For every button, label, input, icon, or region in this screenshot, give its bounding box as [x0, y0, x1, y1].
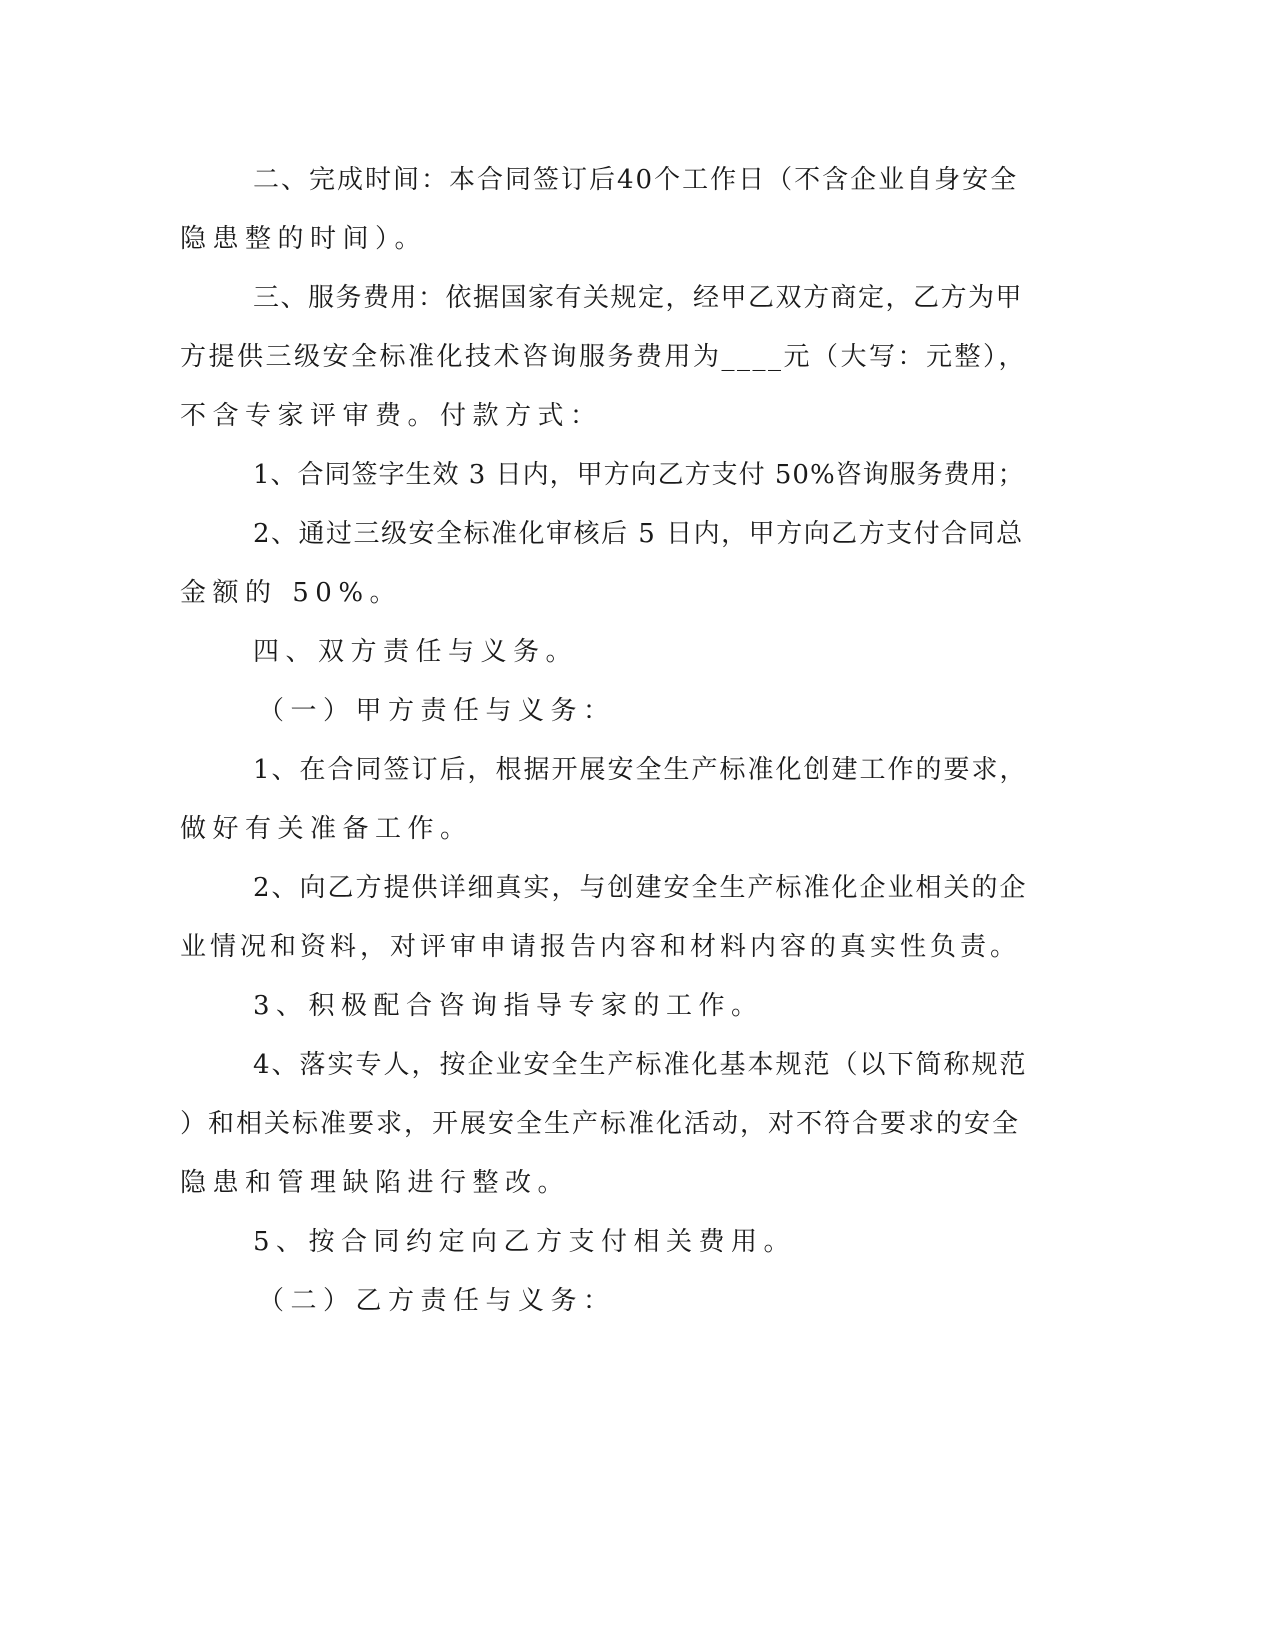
text-line: 4、落实专人，按企业安全生产标准化基本规范（以下简称规范	[253, 1050, 1028, 1080]
text-line: ）和相关标准要求，开展安全生产标准化活动，对不符合要求的安全	[180, 1109, 1021, 1139]
text-line: 隐患和管理缺陷进行整改。	[180, 1168, 571, 1198]
text-line: 二、完成时间：本合同签订后40个工作日（不含企业自身安全	[253, 165, 1019, 195]
text-line: 三、服务费用：依据国家有关规定，经甲乙双方商定，乙方为甲	[253, 283, 1024, 313]
text-line: 5、按合同约定向乙方支付相关费用。	[253, 1227, 797, 1257]
text-line: 做好有关准备工作。	[180, 814, 473, 844]
text-line: 1、合同签字生效 3 日内，甲方向乙方支付 50%咨询服务费用；	[253, 460, 1025, 490]
text-line: 不含专家评审费。付款方式：	[180, 401, 603, 431]
subsection-heading: （一）甲方责任与义务：	[258, 696, 616, 726]
section-heading: 四、双方责任与义务。	[253, 637, 579, 667]
text-line: 2、通过三级安全标准化审核后 5 日内，甲方向乙方支付合同总	[253, 519, 1024, 549]
text-line: 隐患整的时间）。	[180, 224, 428, 254]
text-line: 2、向乙方提供详细真实，与创建安全生产标准化企业相关的企	[253, 873, 1028, 903]
text-line: 方提供三级安全标准化技术咨询服务费用为____元（大写：元整），	[180, 342, 1028, 372]
text-line: 1、在合同签订后，根据开展安全生产标准化创建工作的要求，	[253, 755, 1028, 785]
subsection-heading: （二）乙方责任与义务：	[258, 1286, 616, 1316]
text-line: 业情况和资料，对评审申请报告内容和材料内容的真实性负责。	[180, 932, 1021, 962]
text-line: 金额的 50%。	[180, 578, 403, 608]
text-line: 3、积极配合咨询指导专家的工作。	[253, 991, 764, 1021]
